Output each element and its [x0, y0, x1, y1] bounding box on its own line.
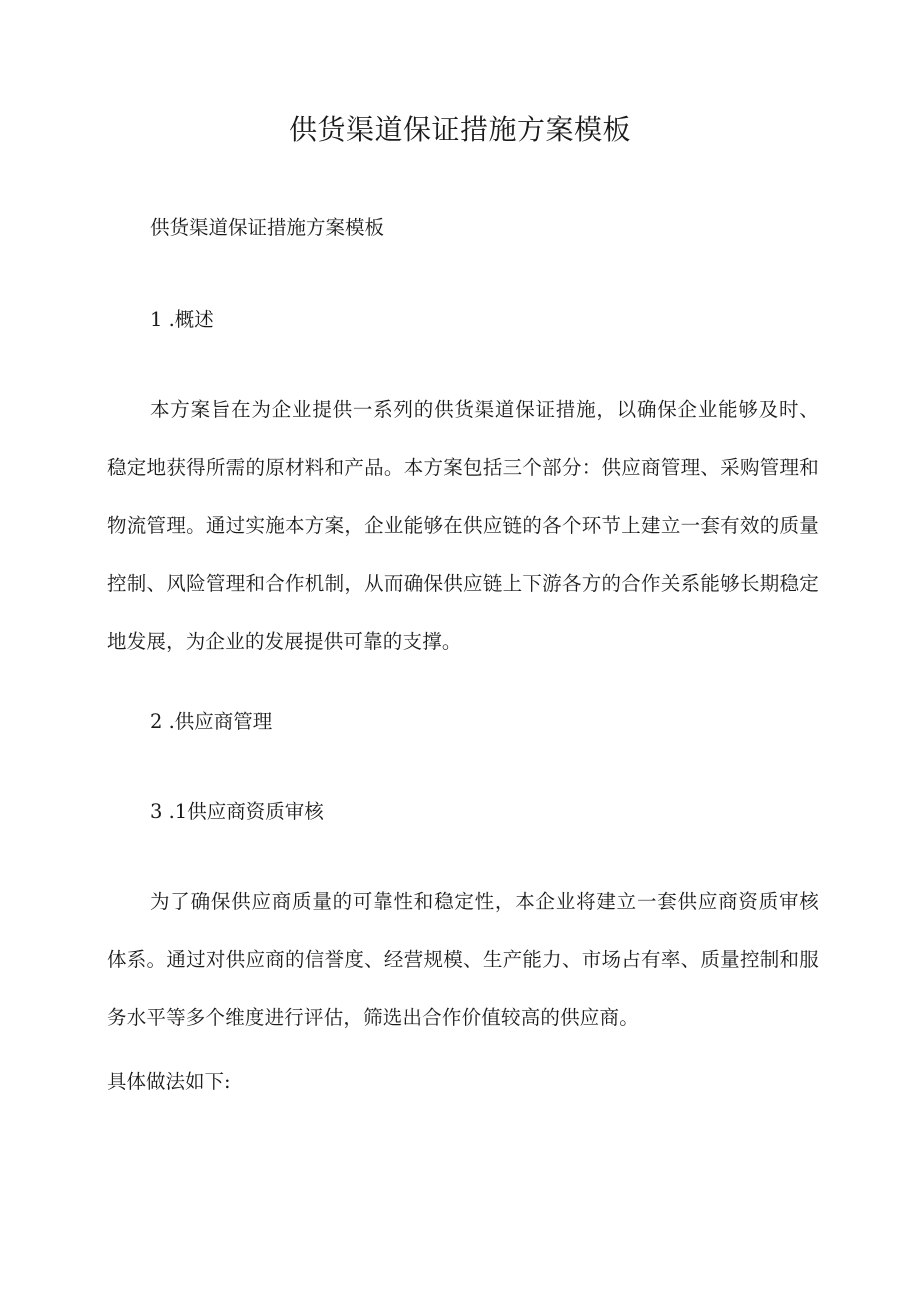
section-2-heading: 2 .供应商管理	[150, 710, 273, 733]
section-3-body: 为了确保供应商质量的可靠性和稳定性，本企业将建立一套供应商资质审核体系。通过对供应商的信誉度、经营规模、生产能力、市场占有率、质量控制和服务水平等多个维度进行评估，筛选出合作价值较高的供应商。	[107, 890, 819, 1029]
section-3-heading: 3 .1供应商资质审核	[150, 800, 324, 823]
section-1-heading: 1 .概述	[150, 308, 214, 331]
closing-line: 具体做法如下:	[107, 1070, 231, 1093]
section-1-body: 本方案旨在为企业提供一系列的供货渠道保证措施，以确保企业能够及时、稳定地获得所需的原材料和产品。本方案包括三个部分：供应商管理、采购管理和物流管理。通过实施本方案，企业能够在供应链的各个环节上建立一套有效的质量控制、风险管理和合作机制，从而确保供应链上下游各方的合作关系能够长期稳定地发展，为企业的发展提供可靠的支撑。	[107, 398, 819, 653]
document-subtitle: 供货渠道保证措施方案模板	[150, 216, 385, 239]
document-title: 供货渠道保证措施方案模板	[288, 113, 631, 146]
